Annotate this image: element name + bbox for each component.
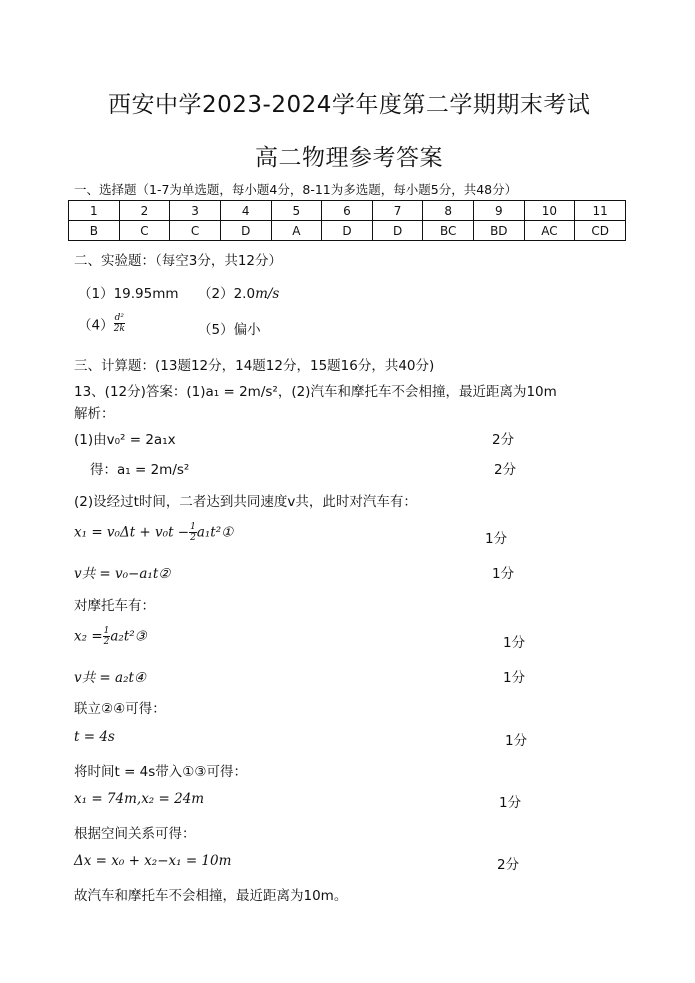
equation-1: [74, 522, 233, 543]
spatial-relation-label: 根据空间关系可得：: [74, 826, 196, 842]
equation-4: v共 = a₂t④: [74, 670, 147, 686]
answer-cell: BC: [423, 221, 474, 241]
question-number: 1: [69, 201, 120, 221]
combine-label: 联立②④可得：: [74, 701, 166, 717]
question-number: 7: [372, 201, 423, 221]
equation-7-score: 2分: [497, 857, 520, 873]
answer-cell: D: [372, 221, 423, 241]
answer-cell: AC: [524, 221, 575, 241]
experiment-answer-4: [78, 313, 125, 334]
answer-cell: CD: [575, 221, 626, 241]
answer-cell: D: [322, 221, 373, 241]
experiment-answer-4-label: （4）: [78, 317, 114, 334]
fraction-denominator: 2k: [113, 324, 125, 334]
equation-1-score: 1分: [485, 531, 508, 547]
answer-table-answer-row: [69, 221, 626, 241]
equation-1-left: x₁ = v₀Δt + v₀t −: [74, 524, 190, 541]
answer-cell: A: [271, 221, 322, 241]
equation-3-right: a₂t²③: [110, 628, 147, 645]
part1-equation: (1)由v₀² = 2a₁x: [74, 432, 176, 448]
equation-2: v共 = v₀−a₁t②: [74, 566, 171, 582]
question-number: 3: [170, 201, 221, 221]
fraction-denominator: 2: [103, 637, 110, 647]
answer-cell: BD: [474, 221, 525, 241]
conclusion: 故汽车和摩托车不会相撞，最近距离为10m。: [74, 888, 348, 904]
part1-result-score: 2分: [494, 462, 517, 478]
section3-heading: 三、计算题：(13题12分，14题12分，15题16分，共40分): [74, 358, 435, 374]
question-number: 2: [119, 201, 170, 221]
experiment-answer-2-value: （2）2.0: [198, 286, 256, 302]
answer-key-subtitle: 高二物理参考答案: [255, 145, 443, 171]
equation-5: t = 4s: [74, 729, 115, 745]
fraction-numerator: d²: [114, 313, 124, 323]
motorcycle-label: 对摩托车有：: [74, 598, 155, 614]
answer-table: [68, 200, 626, 241]
question-number: 4: [220, 201, 271, 221]
answer-cell: D: [220, 221, 271, 241]
experiment-answer-2: [198, 282, 279, 302]
equation-1-right: a₁t²①: [196, 524, 234, 541]
question-number: 6: [322, 201, 373, 221]
equation-7: Δx = x₀ + x₂−x₁ = 10m: [74, 853, 232, 869]
exam-title: 西安中学2023-2024学年度第二学期期末考试: [108, 92, 591, 118]
fraction-numerator: 1: [190, 522, 196, 532]
part1-equation-score: 2分: [492, 432, 515, 448]
equation-4-score: 1分: [503, 670, 526, 686]
fraction-numerator: 1: [103, 626, 110, 636]
substitution-label: 将时间t = 4s带入①③可得：: [74, 764, 248, 780]
answer-cell: C: [170, 221, 221, 241]
section1-heading: 一、选择题（1-7为单选题，每小题4分，8-11为多选题，每小题5分，共48分）: [74, 182, 518, 197]
analysis-label: 解析：: [74, 406, 115, 422]
answer-table-number-row: [69, 201, 626, 221]
q13-answer-line: 13、(12分)答案：(1)a₁ = 2m/s²，(2)汽车和摩托车不会相撞，最近距离为10m: [74, 384, 557, 400]
part1-result: 得：a₁ = 2m/s²: [90, 462, 190, 478]
section2-heading: 二、实验题：（每空3分，共12分）: [74, 253, 283, 269]
fraction-denominator: 2: [190, 533, 196, 543]
equation-2-score: 1分: [492, 566, 515, 582]
equation-1-fraction: [189, 522, 197, 543]
part2-intro: (2)设经过t时间，二者达到共同速度v共，此时对汽车有：: [74, 494, 417, 510]
question-number: 9: [474, 201, 525, 221]
equation-3: [74, 626, 147, 647]
answer-cell: C: [119, 221, 170, 241]
equation-5-score: 1分: [505, 733, 528, 749]
equation-6-score: 1分: [499, 795, 522, 811]
experiment-answer-1: （1）19.95mm: [78, 286, 179, 302]
question-number: 10: [524, 201, 575, 221]
question-number: 11: [575, 201, 626, 221]
equation-6: x₁ = 74m,x₂ = 24m: [74, 791, 205, 807]
question-number: 5: [271, 201, 322, 221]
question-number: 8: [423, 201, 474, 221]
experiment-answer-5: （5）偏小: [198, 322, 261, 338]
answer-cell: B: [69, 221, 120, 241]
equation-3-score: 1分: [503, 635, 526, 651]
experiment-answer-2-unit: m/s: [255, 286, 280, 302]
equation-3-left: x₂ =: [74, 628, 103, 645]
experiment-answer-4-fraction: [114, 313, 125, 334]
